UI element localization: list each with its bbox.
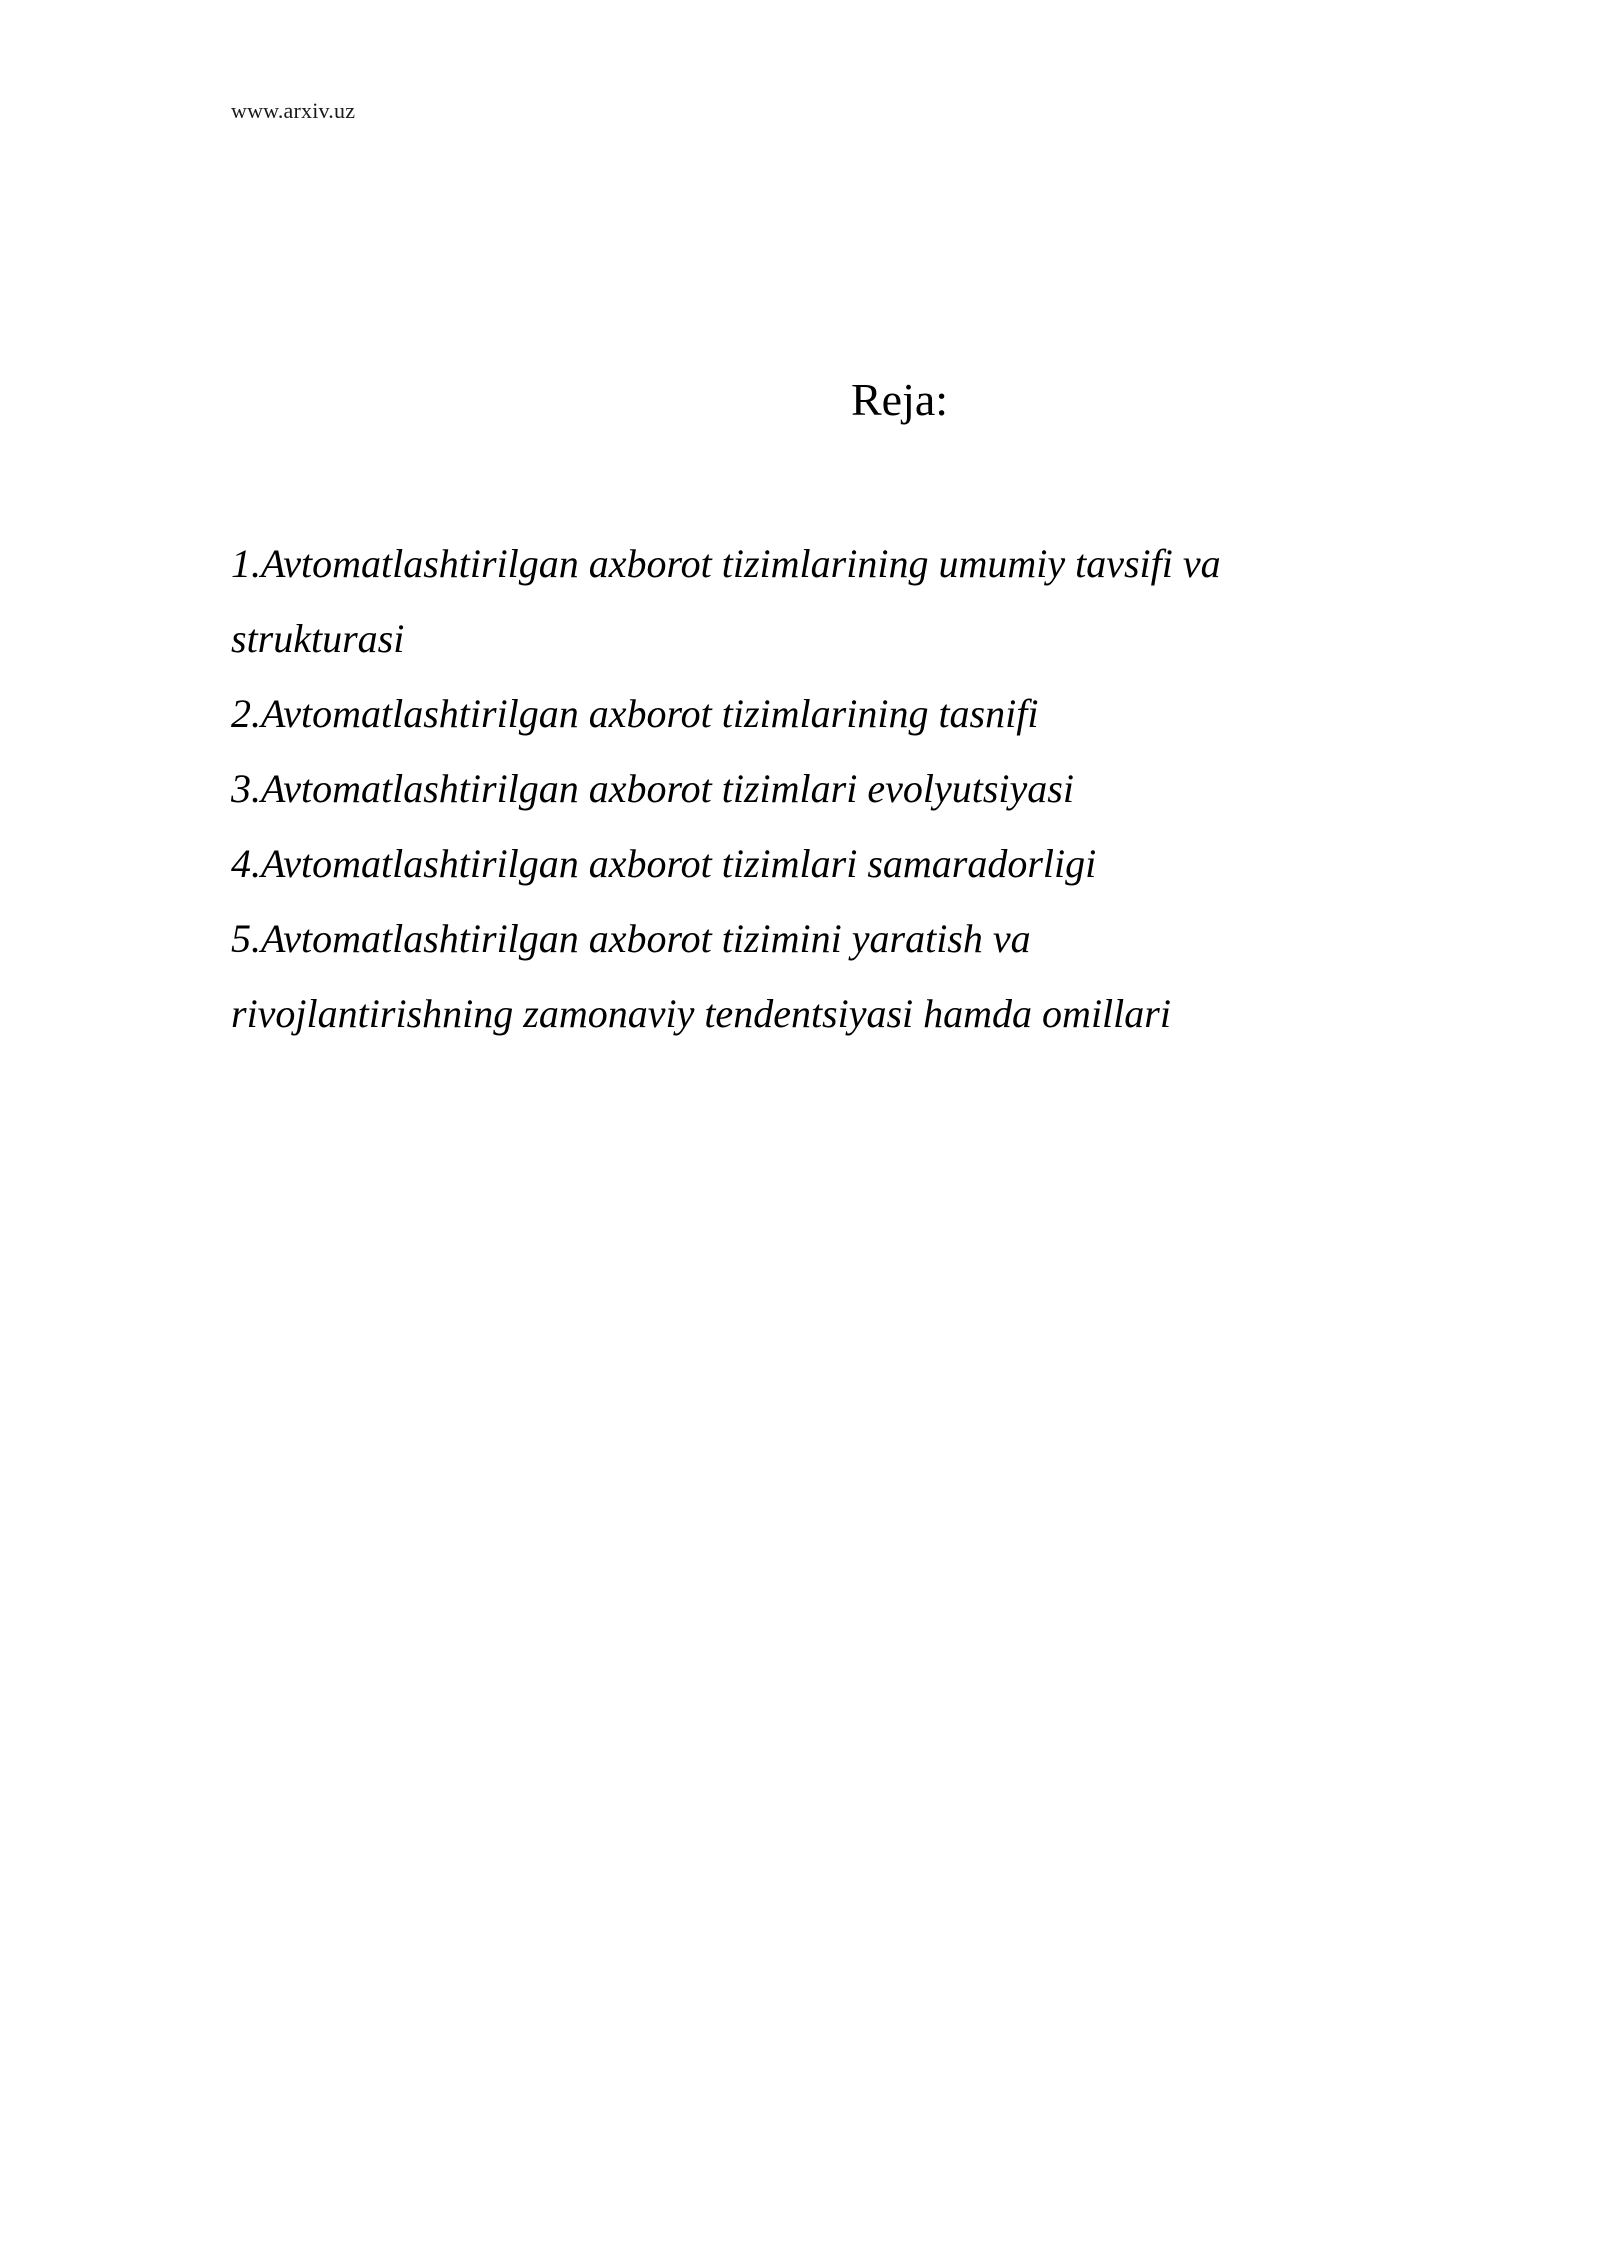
page-title: Reja: — [851, 374, 949, 425]
plan-item-4: 4.Avtomatlashtirilgan axborot tizimlari samaradorligi — [231, 841, 1097, 886]
plan-list — [231, 526, 1431, 1051]
header-url: www.arxiv.uz — [231, 98, 356, 123]
plan-item-1-line-2: strukturasi — [231, 616, 405, 661]
plan-item-5-line-1: 5.Avtomatlashtirilgan axborot tizimini yaratish va — [231, 916, 1031, 961]
plan-item-2: 2.Avtomatlashtirilgan axborot tizimlarining tasnifi — [231, 691, 1039, 736]
plan-item-5-line-2: rivojlantirishning zamonaviy tendentsiyasi hamda omillari — [231, 991, 1171, 1036]
plan-item-1-line-1: 1.Avtomatlashtirilgan axborot tizimlarining umumiy tavsifi va — [231, 541, 1221, 586]
plan-item-3: 3.Avtomatlashtirilgan axborot tizimlari evolyutsiyasi — [231, 766, 1074, 811]
